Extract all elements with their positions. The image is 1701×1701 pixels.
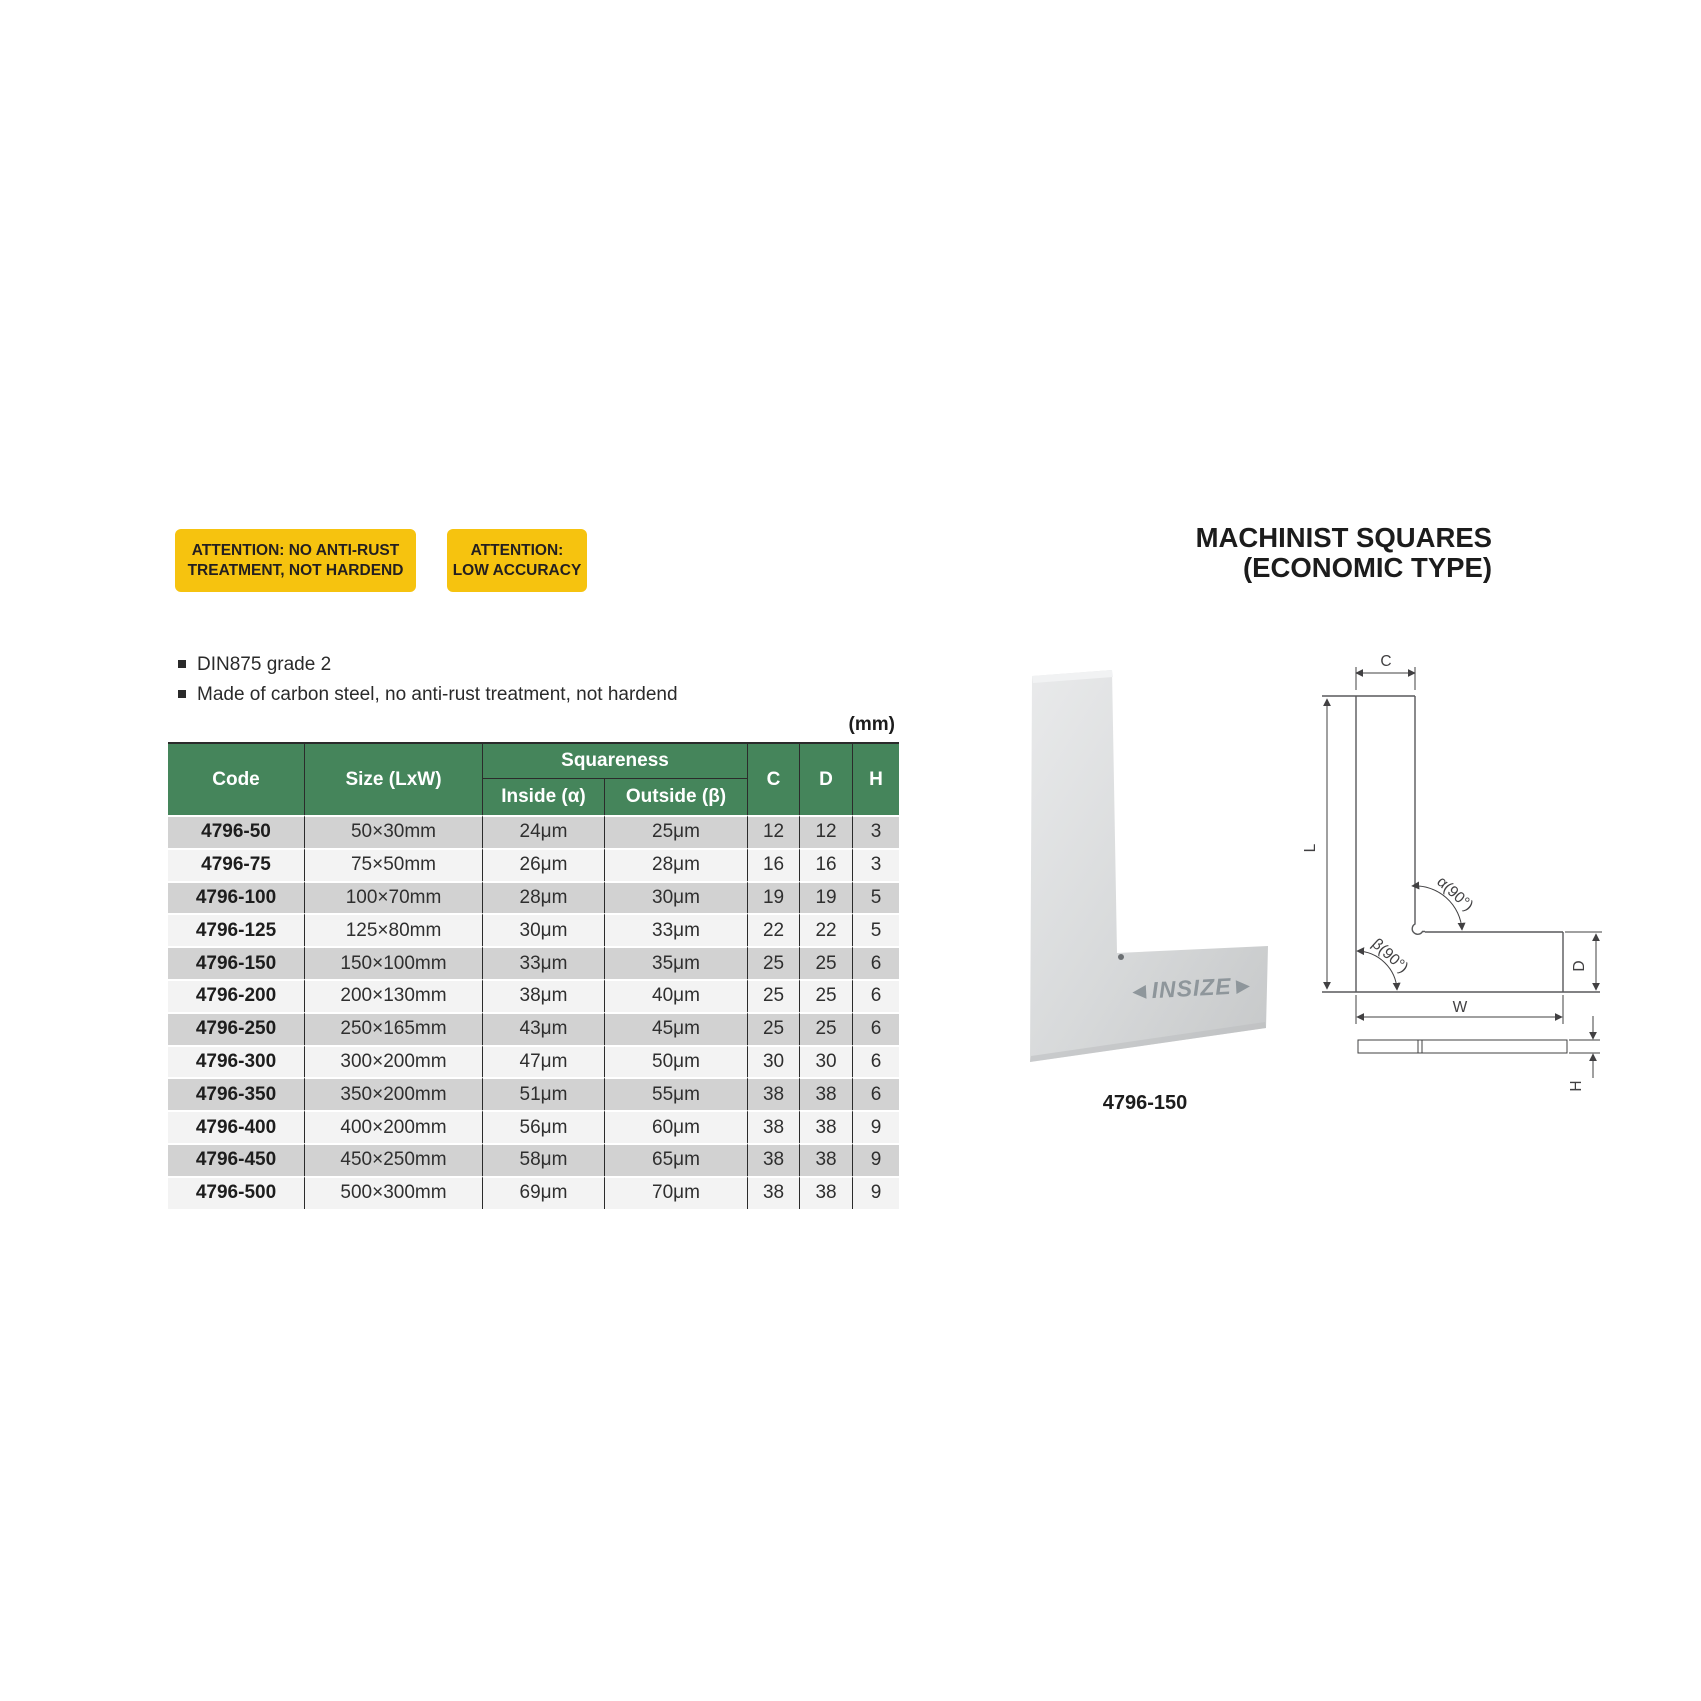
- cell-d: 38: [800, 1176, 853, 1209]
- cell-size: 400×200mm: [305, 1110, 483, 1143]
- cell-outside: 33μm: [605, 913, 748, 946]
- relief-notch: [1412, 921, 1425, 934]
- cell-inside: 58μm: [483, 1143, 605, 1176]
- cell-d: 38: [800, 1110, 853, 1143]
- cell-h: 6: [853, 979, 899, 1012]
- cell-code: 4796-125: [168, 913, 305, 946]
- cell-size: 450×250mm: [305, 1143, 483, 1176]
- dim-label-d: D: [1571, 960, 1588, 972]
- cell-size: 350×200mm: [305, 1077, 483, 1110]
- cell-d: 38: [800, 1143, 853, 1176]
- col-header-inside: Inside (α): [483, 779, 605, 815]
- cell-d: 25: [800, 946, 853, 979]
- cell-c: 30: [748, 1045, 800, 1078]
- dim-label-w: W: [1452, 999, 1468, 1016]
- corner-notch: [1118, 954, 1124, 960]
- table-row: [168, 848, 899, 881]
- dimension-diagram: [1300, 640, 1620, 1110]
- spec-table: [168, 742, 899, 1209]
- logo-right-arrow-icon: ►: [1230, 971, 1257, 999]
- unit-label: (mm): [848, 714, 895, 735]
- cell-size: 50×30mm: [305, 815, 483, 848]
- dim-c: [1356, 667, 1415, 690]
- cell-c: 38: [748, 1143, 800, 1176]
- dim-label-c: C: [1380, 653, 1392, 670]
- cell-inside: 28μm: [483, 881, 605, 914]
- col-header-d: D: [800, 744, 853, 815]
- cell-c: 22: [748, 913, 800, 946]
- cell-code: 4796-300: [168, 1045, 305, 1078]
- cell-c: 12: [748, 815, 800, 848]
- cell-code: 4796-150: [168, 946, 305, 979]
- table-row: [168, 946, 899, 979]
- cell-h: 9: [853, 1110, 899, 1143]
- bullet-square-icon: [178, 660, 186, 668]
- cell-inside: 30μm: [483, 913, 605, 946]
- page-title-line2: (ECONOMIC TYPE): [1242, 552, 1492, 583]
- table-row: [168, 815, 899, 848]
- product-photo: [1020, 660, 1270, 1070]
- cell-size: 100×70mm: [305, 881, 483, 914]
- cell-outside: 30μm: [605, 881, 748, 914]
- feature-item-text: DIN875 grade 2: [197, 654, 332, 675]
- cell-size: 125×80mm: [305, 913, 483, 946]
- cell-h: 3: [853, 815, 899, 848]
- cell-size: 300×200mm: [305, 1045, 483, 1078]
- cell-size: 500×300mm: [305, 1176, 483, 1209]
- square-outline: [1322, 696, 1600, 992]
- cell-c: 38: [748, 1176, 800, 1209]
- attention-badge-accuracy-line2: LOW ACCURACY: [452, 561, 582, 579]
- cell-size: 200×130mm: [305, 979, 483, 1012]
- angle-label-alpha: α(90°): [1433, 873, 1477, 915]
- cell-h: 5: [853, 913, 899, 946]
- side-view: [1358, 1040, 1567, 1053]
- cell-outside: 65μm: [605, 1143, 748, 1176]
- cell-c: 19: [748, 881, 800, 914]
- cell-h: 5: [853, 881, 899, 914]
- feature-item: [178, 652, 818, 677]
- feature-list: [178, 652, 818, 707]
- cell-h: 9: [853, 1143, 899, 1176]
- table-row: [168, 881, 899, 914]
- col-header-outside: Outside (β): [605, 779, 748, 815]
- cell-size: 150×100mm: [305, 946, 483, 979]
- cell-d: 30: [800, 1045, 853, 1078]
- cell-outside: 28μm: [605, 848, 748, 881]
- cell-code: 4796-50: [168, 815, 305, 848]
- cell-outside: 70μm: [605, 1176, 748, 1209]
- attention-badge-accuracy: [447, 529, 587, 592]
- cell-code: 4796-500: [168, 1176, 305, 1209]
- cell-size: 75×50mm: [305, 848, 483, 881]
- cell-d: 38: [800, 1077, 853, 1110]
- cell-inside: 47μm: [483, 1045, 605, 1078]
- bullet-square-icon: [178, 690, 186, 698]
- table-row: [168, 979, 899, 1012]
- cell-c: 38: [748, 1077, 800, 1110]
- cell-outside: 45μm: [605, 1012, 748, 1045]
- cell-code: 4796-400: [168, 1110, 305, 1143]
- page-title-line1: MACHINIST SQUARES: [1195, 522, 1492, 553]
- attention-badge-accuracy-line1: ATTENTION:: [470, 542, 564, 559]
- table-row: [168, 1110, 899, 1143]
- attention-badge-rust: [175, 529, 416, 592]
- spec-table-header: [168, 744, 899, 815]
- cell-d: 25: [800, 1012, 853, 1045]
- cell-code: 4796-100: [168, 881, 305, 914]
- cell-d: 22: [800, 913, 853, 946]
- cell-outside: 50μm: [605, 1045, 748, 1078]
- col-header-code: Code: [168, 744, 305, 815]
- cell-h: 6: [853, 1077, 899, 1110]
- cell-c: 16: [748, 848, 800, 881]
- cell-outside: 60μm: [605, 1110, 748, 1143]
- cell-outside: 25μm: [605, 815, 748, 848]
- table-row: [168, 1045, 899, 1078]
- feature-item: [178, 682, 818, 707]
- cell-inside: 51μm: [483, 1077, 605, 1110]
- table-row: [168, 1143, 899, 1176]
- cell-inside: 26μm: [483, 848, 605, 881]
- table-row: [168, 913, 899, 946]
- cell-code: 4796-75: [168, 848, 305, 881]
- angle-label-beta: β(90°): [1368, 935, 1412, 977]
- cell-c: 25: [748, 946, 800, 979]
- col-header-c: C: [748, 744, 800, 815]
- cell-c: 25: [748, 979, 800, 1012]
- logo-left-arrow-icon: ◄: [1127, 977, 1153, 1005]
- cell-h: 9: [853, 1176, 899, 1209]
- cell-outside: 40μm: [605, 979, 748, 1012]
- cell-code: 4796-450: [168, 1143, 305, 1176]
- table-row: [168, 1176, 899, 1209]
- cell-d: 25: [800, 979, 853, 1012]
- cell-inside: 56μm: [483, 1110, 605, 1143]
- attention-badge-rust-line2: TREATMENT, NOT HARDEND: [187, 561, 404, 579]
- cell-d: 12: [800, 815, 853, 848]
- feature-item-text: Made of carbon steel, no anti-rust treatment, not hardend: [197, 684, 678, 705]
- cell-code: 4796-250: [168, 1012, 305, 1045]
- attention-badge-rust-line1: ATTENTION: NO ANTI-RUST: [191, 542, 400, 559]
- cell-code: 4796-350: [168, 1077, 305, 1110]
- cell-inside: 43μm: [483, 1012, 605, 1045]
- col-header-squareness: Squareness: [483, 744, 748, 779]
- table-row: [168, 1077, 899, 1110]
- cell-h: 3: [853, 848, 899, 881]
- product-caption: 4796-150: [1102, 1092, 1188, 1114]
- cell-size: 250×165mm: [305, 1012, 483, 1045]
- cell-h: 6: [853, 1012, 899, 1045]
- page-title: [1000, 523, 1492, 583]
- cell-d: 19: [800, 881, 853, 914]
- cell-code: 4796-200: [168, 979, 305, 1012]
- table-row: [168, 1012, 899, 1045]
- cell-inside: 33μm: [483, 946, 605, 979]
- cell-h: 6: [853, 1045, 899, 1078]
- dim-label-h: H: [1568, 1080, 1585, 1092]
- cell-inside: 69μm: [483, 1176, 605, 1209]
- cell-inside: 38μm: [483, 979, 605, 1012]
- col-header-h: H: [853, 744, 899, 815]
- dim-label-l: L: [1302, 843, 1319, 853]
- cell-h: 6: [853, 946, 899, 979]
- cell-d: 16: [800, 848, 853, 881]
- cell-outside: 55μm: [605, 1077, 748, 1110]
- spec-table-body: [168, 815, 899, 1209]
- cell-c: 25: [748, 1012, 800, 1045]
- cell-outside: 35μm: [605, 946, 748, 979]
- cell-inside: 24μm: [483, 815, 605, 848]
- col-header-size: Size (LxW): [305, 744, 483, 815]
- dim-h: [1569, 1016, 1600, 1078]
- cell-c: 38: [748, 1110, 800, 1143]
- logo-text: INSIZE: [1150, 972, 1233, 1004]
